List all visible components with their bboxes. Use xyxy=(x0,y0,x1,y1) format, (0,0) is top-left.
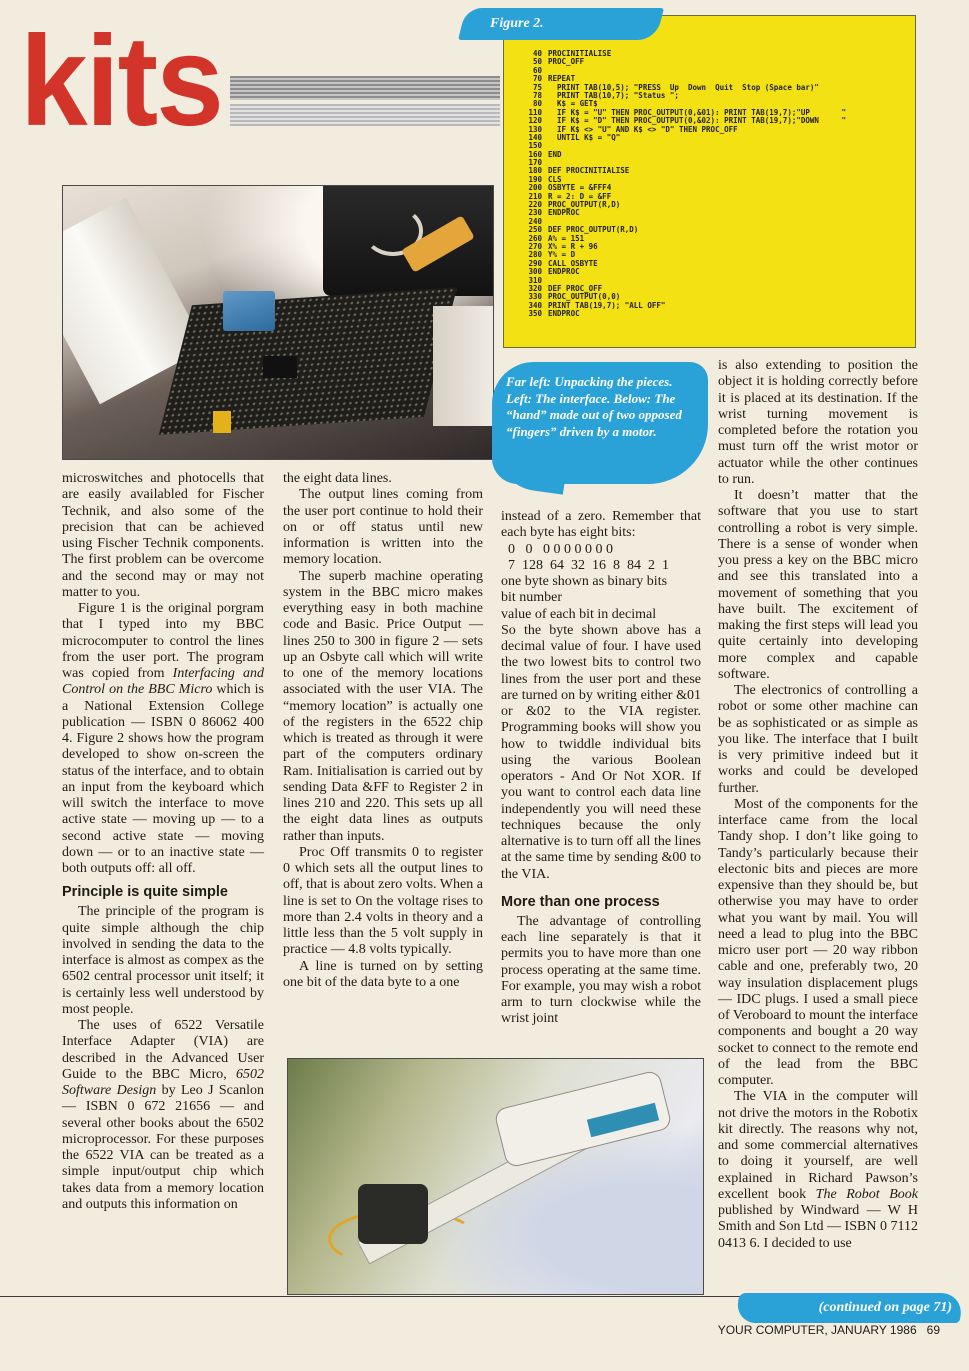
code-line-number: 220 xyxy=(528,201,542,210)
header-stripe xyxy=(230,76,500,100)
col1-paragraph-1: microswitches and photocells that are easily availabled for Fischer Technik, and also some of the precision that can be achieved using Fischer Technik components. The first problem can be overcome and the second may or may not matter to you. xyxy=(62,471,264,600)
col4-paragraph-2: It doesn’t matter that the software that you use to start controlling a robot is very simple. There is a sense of wonder when you press a key on the BBC micro and see this translated into a movement of something that you have built. The excitement of making the first steps will lead you quite certainly into developing more complex and capable software. xyxy=(718,488,918,682)
code-line-text: ENDPROC xyxy=(548,268,580,277)
code-line xyxy=(522,235,912,243)
footer-rule xyxy=(0,1296,740,1297)
code-line-text: REPEAT xyxy=(548,75,576,84)
figure-label: Figure 2. xyxy=(490,16,544,31)
code-line xyxy=(522,243,912,251)
code-line-number: 78 xyxy=(532,91,542,100)
code-line-number: 50 xyxy=(532,58,542,67)
col4-p5-text-a: The VIA in the computer will not drive the motors in the Robotix kit directly. The reasons why not, and some commercial alternatives to doing it yourself, are well explained in Richard Pawson’s excellent book xyxy=(718,1089,918,1202)
code-line xyxy=(522,134,912,142)
code-line xyxy=(522,100,912,108)
code-line-number: 310 xyxy=(528,276,542,285)
code-line-text: PROC_OFF xyxy=(548,58,585,67)
col1-paragraph-4 xyxy=(62,1018,264,1213)
code-line xyxy=(522,167,912,175)
code-line xyxy=(522,310,912,318)
col1-paragraph-3: The principle of the program is quite simple although the chip involved in sending the data to the interface is almost as compex as the 6502 central processor unit itself; it is certainly less well understood by most people. xyxy=(62,904,264,1017)
code-line xyxy=(522,50,912,58)
code-line-text: A% = 151 xyxy=(548,234,585,243)
section-heading-principle: Principle is quite simple xyxy=(62,884,228,901)
code-line-text: CLS xyxy=(548,175,562,184)
col3-paragraph-3: The advantage of controlling each line separately is that it permits you to have more than one process operating at the same time. For example, you may wish a robot arm to turn clockwise while the wrist joint xyxy=(501,913,701,1027)
code-line-number: 75 xyxy=(532,83,542,92)
col4-paragraph-1: is also extending to position the object it is holding correctly before it is placed at its destination. If the wrist turning movement is completed before the rotation you must turn off the wrist motor or actuator while the other continues to run. xyxy=(718,358,918,487)
code-line xyxy=(522,58,912,66)
col4-p5-book-title: The Robot Book xyxy=(815,1186,918,1202)
page-number: 69 xyxy=(926,1323,940,1337)
col1-p2-text-b: which is a National Extension College publication — ISBN 0 86062 400 4. Figure 2 shows how the program developed to show on-screen the status of the interface, and to obtain an input from the keyboard which will switch the interface to move active state — moving up — to a second active state — moving down — or to an inactive state — both outputs off: all off. xyxy=(62,682,264,876)
bits-binary-row: 0 0 0 0 0 0 0 0 0 xyxy=(501,541,613,557)
code-line xyxy=(522,285,912,293)
code-line xyxy=(522,75,912,83)
page-title: kits xyxy=(20,10,222,153)
code-line-number: 270 xyxy=(528,242,542,251)
column-4 xyxy=(718,358,918,1252)
code-line-number: 200 xyxy=(528,184,542,193)
col2-paragraph-1: the eight data lines. xyxy=(283,471,392,486)
column-1 xyxy=(62,471,264,1213)
page-footer xyxy=(620,1322,940,1338)
code-line-text: PRINT TAB(10,5); "PRESS Up Down Quit Stop (Space bar)" xyxy=(548,83,819,92)
code-line-number: 60 xyxy=(532,66,542,75)
code-line-number: 170 xyxy=(528,159,542,168)
col2-paragraph-5: A line is turned on by setting one bit of the data byte to a one xyxy=(283,958,483,990)
code-line-number: 250 xyxy=(528,226,542,235)
code-line-number: 190 xyxy=(528,175,542,184)
code-line-text: PRINT TAB(19,7); "ALL OFF" xyxy=(548,301,666,310)
code-line-text: OSBYTE = &FFF4 xyxy=(548,184,612,193)
col1-paragraph-2 xyxy=(62,601,264,877)
code-line-text: CALL OSBYTE xyxy=(548,259,598,268)
bits-value-row: 7 128 64 32 16 8 84 2 1 xyxy=(501,557,669,573)
code-line xyxy=(522,84,912,92)
photo-veroboard xyxy=(159,287,457,435)
code-line-number: 300 xyxy=(528,268,542,277)
code-line-text: PRINT TAB(10,7); "Status "; xyxy=(548,91,679,100)
code-line xyxy=(522,92,912,100)
col2-paragraph-3: The superb machine operating system in the BBC micro makes everything easy in both machine code and Basic. Price Output — lines 250 to 300 in figure 2 — sets up an Osbyte call which will write to one of the memory locations associated with the user VIA. The “memory location” is actually one of the registers in the 6522 chip which is treated as through it were part of the computers ordinary Ram. Initialisation is carried out by sending Data &FF to Register 2 in lines 210 and 220. This sets up all the eight data lines as outputs rather than inputs. xyxy=(283,568,483,844)
code-line-text: PROC_OUTPUT(0,0) xyxy=(548,293,621,302)
code-line xyxy=(522,201,912,209)
col4-paragraph-3: The electronics of controlling a robot or some other machine can be as sophisticated or as simple as you like. The interface that I built is very primitive indeed but it works and could be developed further. xyxy=(718,683,918,796)
code-line xyxy=(522,293,912,301)
code-line-text: DEF PROCINITIALISE xyxy=(548,167,630,176)
code-line-number: 240 xyxy=(528,217,542,226)
col4-paragraph-5 xyxy=(718,1089,918,1252)
bits-legend-1: one byte shown as binary bits xyxy=(501,574,668,589)
code-line xyxy=(522,159,912,167)
interface-photo xyxy=(62,185,494,460)
code-line-number: 320 xyxy=(528,284,542,293)
code-line-text: ENDPROC xyxy=(548,310,580,319)
code-line xyxy=(522,117,912,125)
code-line-text: ENDPROC xyxy=(548,209,580,218)
program-listing xyxy=(522,50,912,319)
code-line xyxy=(522,260,912,268)
code-line xyxy=(522,184,912,192)
code-line-number: 340 xyxy=(528,301,542,310)
code-line xyxy=(522,126,912,134)
code-line-number: 150 xyxy=(528,142,542,151)
code-line xyxy=(522,226,912,234)
code-line xyxy=(522,302,912,310)
code-line-number: 280 xyxy=(528,251,542,260)
photo-caption: Far left: Unpacking the pieces. Left: The interface. Below: The “hand” made out of two opposed “fingers” driven by a motor. xyxy=(506,374,682,439)
code-line-number: 130 xyxy=(528,125,542,134)
code-line-number: 110 xyxy=(528,108,542,117)
header-stripe-lower xyxy=(230,104,500,126)
code-line-text: DEF PROC_OFF xyxy=(548,284,603,293)
code-line-text: UNTIL K$ = "Q" xyxy=(548,133,621,142)
col4-paragraph-4: Most of the components for the interface came from the local Tandy shop. I don’t like going to Tandy’s particularly because their electonic bits and pieces are more expensive than they should be, but otherwise you may have to order what you want by mail. You will need a lead to plug into the BBC micro user port — 20 way ribbon cable and one, preferably two, 20 way insulation displacement plugs — IDC plugs. I used a small piece of Veroboard to mount the interface components and bought a 20 way socket to connect to the remote end of the lead from the BBC computer. xyxy=(718,796,918,1088)
col2-paragraph-4: Proc Off transmits 0 to register 0 which sets all the output lines to off, that is about zero volts. When a line is set to On the voltage rises to more than 2.4 volts in theory and a little less than the 5 volt supply in practice — 4.8 volts typically. xyxy=(283,844,483,958)
col1-p4-text-a: The uses of 6522 Versatile Interface Adapter (VIA) are described in the Advanced User Guide to the BBC Micro, xyxy=(62,1018,264,1082)
code-line xyxy=(522,67,912,75)
code-line xyxy=(522,268,912,276)
code-line-text: END xyxy=(548,150,562,159)
code-line-number: 290 xyxy=(528,259,542,268)
col3-paragraph-1: instead of a zero. Remember that each byte has eight bits: xyxy=(501,509,701,541)
code-line-number: 80 xyxy=(532,100,542,109)
code-line-text: R = 2: D = &FF xyxy=(548,192,612,201)
col1-p2-book-title: Interfacing and Control on the BBC Micro xyxy=(62,666,264,698)
code-line-number: 210 xyxy=(528,192,542,201)
code-line xyxy=(522,277,912,285)
code-line-number: 40 xyxy=(532,50,542,58)
code-line xyxy=(522,151,912,159)
col3-paragraph-2: So the byte shown above has a decimal value of four. I have used the two lowest bits to control two lines from the user port and these are turned on by writing either &01 or &02 to the VIA register. Programming books will show you how to twiddle individual bits using the various Boolean operators - And Or Not XOR. If you want to control each data line independently you will need these techniques because the only alternative is to turn off all the lines at the same time by sending &00 to the VIA. xyxy=(501,622,701,882)
code-line-number: 180 xyxy=(528,167,542,176)
code-line-number: 160 xyxy=(528,150,542,159)
column-2 xyxy=(283,471,483,991)
continued-text: (continued on page 71) xyxy=(818,1300,952,1315)
code-line-number: 350 xyxy=(528,310,542,319)
photo-hand-motor xyxy=(358,1184,428,1244)
col4-p5-text-b: published by Windward — W H Smith and Son Ltd — ISBN 0 7112 0413 6. I decided to use xyxy=(718,1203,918,1251)
code-line xyxy=(522,109,912,117)
code-line xyxy=(522,193,912,201)
code-line-text: DEF PROC_OUTPUT(R,D) xyxy=(548,226,639,235)
bits-legend-2: bit number xyxy=(501,590,563,606)
col1-p2-text-a: Figure 1 is the original porgram that I typed into my BBC microcomputer to control the lines from the user port. The program was copied from xyxy=(62,601,264,681)
col1-p4-book-title: 6502 Software Design xyxy=(62,1066,264,1098)
code-line-number: 70 xyxy=(532,75,542,84)
code-line-text: PROC_OUTPUT(R,D) xyxy=(548,201,621,210)
code-line xyxy=(522,142,912,150)
col1-p4-text-b: by Leo J Scanlon — ISBN 0 672 21656 — and several other books about the 6502 microprocessor. For these purposes the 6522 VIA can be treated as a simple input/output chip which takes data from a memory location and outputs this information on xyxy=(62,1083,264,1212)
section-heading-process: More than one process xyxy=(501,893,660,910)
code-line-number: 230 xyxy=(528,209,542,218)
code-line xyxy=(522,209,912,217)
code-line-number: 140 xyxy=(528,133,542,142)
code-line-text: K$ = GET$ xyxy=(548,100,598,109)
photo-box xyxy=(433,306,494,426)
code-line xyxy=(522,176,912,184)
photo-chip xyxy=(263,356,297,378)
code-line-text: PROCINITIALISE xyxy=(548,50,612,58)
code-line-number: 260 xyxy=(528,234,542,243)
photo-capacitor xyxy=(213,411,231,433)
code-line xyxy=(522,218,912,226)
code-line-number: 120 xyxy=(528,117,542,126)
bits-legend-3: value of each bit in decimal xyxy=(501,606,657,622)
code-line-text: X% = R + 96 xyxy=(548,242,598,251)
code-line-number: 330 xyxy=(528,293,542,302)
code-line-text: IF K$ = "U" THEN PROC_OUTPUT(0,&01): PRINT TAB(19,7);"UP " xyxy=(548,108,847,117)
code-line xyxy=(522,251,912,259)
code-line-text: Y% = D xyxy=(548,251,576,260)
column-3 xyxy=(501,509,701,1028)
col2-paragraph-2: The output lines coming from the user port continue to hold their on or off status until new information is written into the memory location. xyxy=(283,487,483,568)
photo-relay xyxy=(223,291,275,331)
robot-hand-photo xyxy=(287,1058,704,1295)
publication-line: YOUR COMPUTER, JANUARY 1986 xyxy=(717,1323,917,1337)
code-line-text: IF K$ = "D" THEN PROC_OUTPUT(0,&02): PRINT TAB(19,7);"DOWN " xyxy=(548,117,847,126)
code-line-text: IF K$ <> "U" AND K$ <> "D" THEN PROC_OFF xyxy=(548,125,738,134)
